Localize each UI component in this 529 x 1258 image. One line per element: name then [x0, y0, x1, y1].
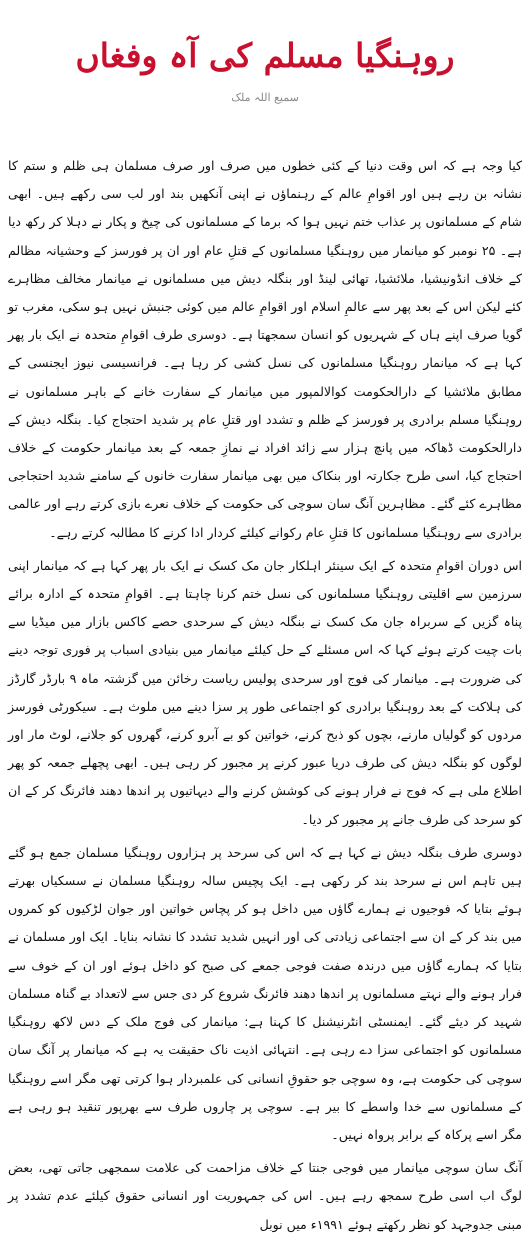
article-paragraph-1: کیا وجہ ہے کہ اس وقت دنیا کے کئی خطوں میں صرف اور صرف مسلمان ہی ظلم و ستم کا نشانہ بن رہے ہیں اور اقوامِ عالم کے رہنماؤں نے اپنی آنکھیں بند اور لب سی رکھے ہیں۔ ابھی شام کے مسلمانوں پر عذاب ختم نہیں ہوا کہ برما کے مسلمانوں کی چیخ و پکار نے دہلا کر رکھ دیا ہے۔ ۲۵ نومبر کو میانمار میں روہنگیا مسلمانوں کے قتلِ عام اور ان پر فورسز کے وحشیانہ مظالم کے خلاف انڈونیشیا، ملائشیا، تھائی لینڈ اور بنگلہ دیش میں مسلمانوں نے میانمار مخالف مظاہرے کئے لیکن اس کے بعد پھر سے عالمِ اسلام اور اقوامِ عالم میں کوئی جنبش نہیں ہو سکی، مغرب تو گویا صرف اپنے ہاں کے شہریوں کو انسان سمجھتا ہے۔ دوسری طرف اقوامِ متحدہ نے ایک بار پھر کہا ہے کہ میانمار روہنگیا مسلمانوں کی نسل کشی کر رہا ہے۔ فرانسیسی نیوز ایجنسی کے مطابق ملائشیا کے دارالحکومت کوالالمپور میں میانمار کے سفارت خانے کے باہر مسلمانوں نے روہنگیا مسلم برادری پر فورسز کے ظلم و تشدد اور قتلِ عام پر شدید احتجاج کیا۔ بنگلہ دیش کے دارالحکومت ڈھاکہ میں پانچ ہزار سے زائد افراد نے نمازِ جمعہ کے بعد میانمار حکومت کے خلاف احتجاج کیا، اسی طرح جکارتہ اور بنکاک میں بھی میانمار سفارت خانوں کے سامنے شدید احتجاجی مظاہرے کئے گئے۔ مظاہرین آنگ سان سوچی کی حکومت کے خلاف نعرے بازی کرتے رہے اور عالمی برادری سے روہنگیا مسلمانوں کا قتلِ عام رکوانے کیلئے کردار ادا کرنے کا مطالبہ کرتے رہے۔: [8, 158, 522, 540]
article-paragraph-4: آنگ سان سوچی میانمار میں فوجی جنتا کے خلاف مزاحمت کی علامت سمجھی جاتی تھی، بعض لوگ اب اسی طرح سمجھ رہے ہیں۔ اس کی جمہوریت اور انسانی حقوق کیلئے عدم تشدد پر مبنی جدوجہد کو نظر رکھتے ہوئے ۱۹۹۱ء میں نوبل: [8, 1160, 522, 1232]
article-paragraph-2: اس دوران اقوامِ متحدہ کے ایک سینئر اہلکار جان مک کسک نے ایک بار پھر کہا ہے کہ میانمار اپنی سرزمین سے اقلیتی روہنگیا مسلمانوں کی نسل ختم کرنا چاہتا ہے۔ اقوامِ متحدہ کے ادارہ برائے پناہ گزیں کے سربراہ جان مک کسک نے بنگلہ دیش کے سرحدی حصے کاکس بازار میں میڈیا سے بات چیت کرتے ہوئے کہا کہ اس مسئلے کے حل کیلئے میانمار میں بنیادی اسباب پر فوری توجہ دینے کی ضرورت ہے۔ میانمار کی فوج اور سرحدی پولیس ریاست رخائن میں گزشتہ ماہ ۹ بارڈر گارڈز کی ہلاکت کے بعد روہنگیا برادری کو اجتماعی طور پر سزا دینے میں ملوث ہے۔ سیکورٹی فورسز مردوں کو گولیاں مارنے، بچوں کو ذبح کرنے، خواتین کو بے آبرو کرنے، گھروں کو جلانے، لوٹ مار اور لوگوں کو بنگلہ دیش کی طرف دریا عبور کرنے پر مجبور کر رہی ہیں۔ ابھی پچھلے جمعہ کو پھر اطلاع ملی ہے کہ فوج نے فرار ہونے کی کوشش کرنے والے دیہاتیوں پر اندھا دھند فائرنگ کر کے ان کو سرحد کی طرف جانے پر مجبور کر دیا۔: [8, 557, 522, 827]
article-paragraph-3: دوسری طرف بنگلہ دیش نے کہا ہے کہ اس کی سرحد پر ہزاروں روہنگیا مسلمان جمع ہو گئے ہیں تاہم اس نے سرحد بند کر رکھی ہے۔ ایک پچیس سالہ روہنگیا مسلمان نے سسکیاں بھرتے ہوئے بتایا کہ فوجیوں نے ہمارے گاؤں میں داخل ہو کر پچاس خواتین اور جوان لڑکیوں کو کمروں میں بند کر کے ان سے اجتماعی زیادتی کی اور انہیں شدید تشدد کا نشانہ بنایا۔ ایک اور مسلمان نے بتایا کہ ہمارے گاؤں میں درندہ صفت فوجی جمعے کی صبح کو داخل ہوئے اور ان کے خوف سے فرار ہونے والے نہتے مسلمانوں پر اندھا دھند فائرنگ شروع کر دی جس سے لاتعداد بے گناہ مسلمان شہید کر دیئے گئے۔ ایمنسٹی انٹرنیشنل کا کہنا ہے: میانمار کی فوج ملک کے دس لاکھ روہنگیا مسلمانوں کو اجتماعی سزا دے رہی ہے۔ انتہائی اذیت ناک حقیقت یہ ہے کہ میانمار پر آنگ سان سوچی کی حکومت ہے، وہ سوچی جو حقوقِ انسانی کی علمبردار ہوا کرتی تھی مگر اسے روہنگیا کے مسلمانوں سے خدا واسطے کا بیر ہے۔ سوچی پر چاروں طرف سے بھرپور تنقید ہو رہی ہے مگر اسے پرکاہ کے برابر پرواہ نہیں۔: [8, 844, 522, 1142]
author-byline: سمیع اللہ ملک: [231, 91, 299, 104]
article-title: روہنگیا مسلم کی آہ وفغاں: [75, 36, 455, 75]
article-body: [8, 152, 522, 1239]
